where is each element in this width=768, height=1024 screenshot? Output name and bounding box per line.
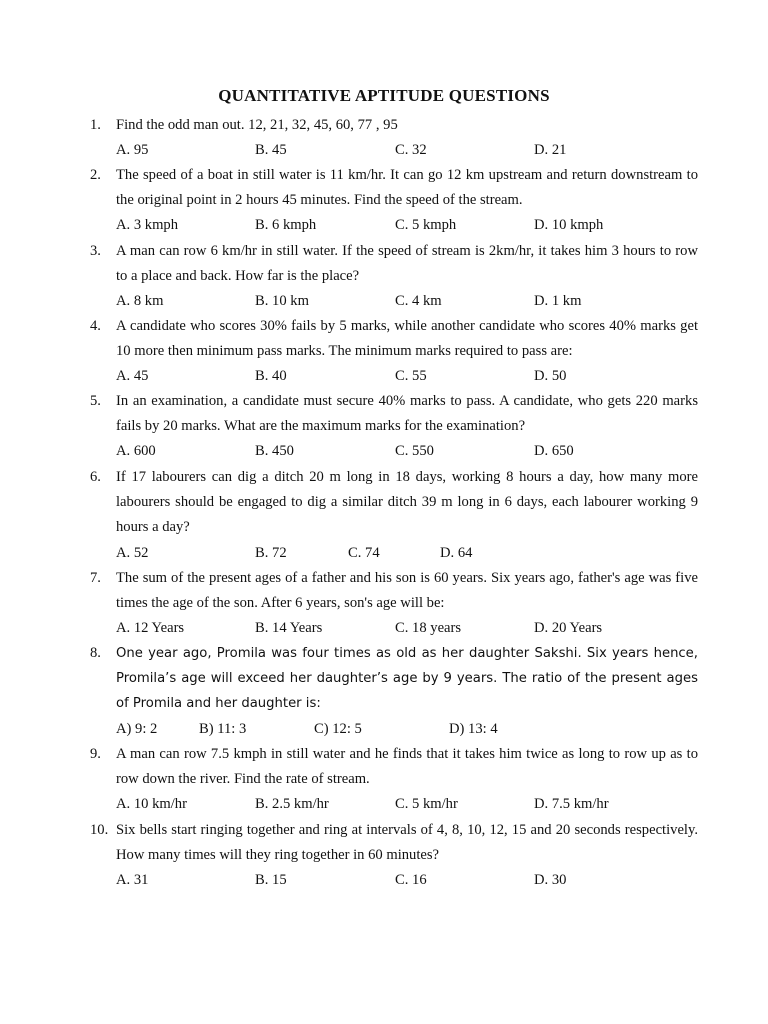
options-row	[116, 439, 698, 464]
option-c: C) 12: 5	[314, 720, 362, 737]
option-a: A. 3 kmph	[116, 217, 179, 234]
option-b: B. 10 km	[255, 293, 309, 310]
options-row	[116, 364, 698, 389]
option-d: D. 650	[534, 443, 574, 460]
question-text: Find the odd man out. 12, 21, 32, 45, 60, 77 , 95	[116, 117, 398, 133]
question-7	[90, 566, 698, 642]
question-8	[90, 641, 698, 742]
option-b: B. 14 Years	[255, 620, 323, 637]
question-text: A man can row 7.5 kmph in still water and he finds that it takes him twice as long to row up as to row down the river. Find the rate of stream.	[116, 746, 698, 788]
question-number: 3.	[90, 243, 101, 259]
option-a: A. 52	[116, 544, 149, 561]
option-b: B. 72	[255, 544, 287, 561]
question-text: Six bells start ringing together and ring at intervals of 4, 8, 10, 12, 15 and 20 seconds respectively. How many times will they ring together in 60 minutes?	[116, 822, 698, 864]
question-number: 4.	[90, 318, 101, 334]
option-b: B. 6 kmph	[255, 217, 317, 234]
option-b: B. 2.5 km/hr	[255, 796, 329, 813]
option-a: A. 95	[116, 142, 149, 159]
question-text: One year ago, Promila was four times as old as her daughter Sakshi. Six years hence, Promila’s age will exceed her daughter’s age by 9 years. The ratio of the present ages of Promila and her daughter is:	[116, 646, 698, 712]
options-row	[116, 213, 698, 238]
option-a: A. 600	[116, 443, 156, 460]
option-a: A. 31	[116, 872, 149, 889]
option-d: D. 7.5 km/hr	[534, 796, 609, 813]
question-number: 8.	[90, 645, 101, 661]
option-d: D. 50	[534, 368, 567, 385]
option-a: A. 10 km/hr	[116, 796, 187, 813]
option-b: B. 40	[255, 368, 287, 385]
option-d: D. 1 km	[534, 293, 582, 310]
question-number: 1.	[90, 117, 101, 133]
question-4	[90, 314, 698, 390]
option-d: D. 20 Years	[534, 620, 603, 637]
question-text: The sum of the present ages of a father and his son is 60 years. Six years ago, father's age was five times the age of the son. After 6 years, son's age will be:	[116, 570, 698, 612]
option-a: A. 8 km	[116, 293, 164, 310]
options-row	[116, 868, 698, 893]
question-number: 9.	[90, 746, 101, 762]
page-title: QUANTITATIVE APTITUDE QUESTIONS	[218, 86, 550, 105]
option-c: C. 18 years	[395, 620, 462, 637]
options-row	[116, 792, 698, 817]
option-c: C. 32	[395, 142, 427, 159]
question-5	[90, 389, 698, 465]
option-b: B. 450	[255, 443, 294, 460]
option-d: D. 30	[534, 872, 567, 889]
options-row	[116, 717, 698, 742]
options-row	[116, 541, 698, 566]
question-number: 10.	[90, 822, 109, 838]
question-3	[90, 239, 698, 315]
option-a: A) 9: 2	[116, 720, 158, 737]
option-c: C. 16	[395, 872, 427, 889]
option-c: C. 4 km	[395, 293, 442, 310]
option-b: B) 11: 3	[199, 720, 247, 737]
question-number: 7.	[90, 570, 101, 586]
option-a: A. 45	[116, 368, 149, 385]
option-d: D) 13: 4	[449, 720, 498, 737]
question-number: 6.	[90, 469, 101, 485]
option-c: C. 55	[395, 368, 427, 385]
options-row	[116, 138, 698, 163]
question-text: If 17 labourers can dig a ditch 20 m long in 18 days, working 8 hours a day, how many more labourers should be engaged to dig a similar ditch 39 m long in 6 days, each labourer working 9 hours a day?	[116, 469, 698, 536]
option-c: C. 550	[395, 443, 434, 460]
question-6	[90, 465, 698, 566]
question-text: A man can row 6 km/hr in still water. If the speed of stream is 2km/hr, it takes him 3 hours to row to a place and back. How far is the place?	[116, 243, 698, 285]
question-text: In an examination, a candidate must secure 40% marks to pass. A candidate, who gets 220 marks fails by 20 marks. What are the maximum marks for the examination?	[116, 393, 698, 435]
option-a: A. 12 Years	[116, 620, 185, 637]
question-2	[90, 163, 698, 239]
question-text: The speed of a boat in still water is 11 km/hr. It can go 12 km upstream and return downstream to the original point in 2 hours 45 minutes. Find the speed of the stream.	[116, 167, 698, 209]
option-d: D. 21	[534, 142, 567, 159]
question-number: 5.	[90, 393, 101, 409]
options-row	[116, 616, 698, 641]
option-d: D. 10 kmph	[534, 217, 604, 234]
option-b: B. 45	[255, 142, 287, 159]
question-10	[90, 818, 698, 894]
option-b: B. 15	[255, 872, 287, 889]
option-c: C. 74	[348, 544, 380, 561]
question-9	[90, 742, 698, 818]
question-1	[90, 113, 698, 163]
option-d: D. 64	[440, 544, 473, 561]
question-number: 2.	[90, 167, 101, 183]
option-c: C. 5 kmph	[395, 217, 457, 234]
options-row	[116, 289, 698, 314]
question-text: A candidate who scores 30% fails by 5 marks, while another candidate who scores 40% marks get 10 more then minimum pass marks. The minimum marks required to pass are:	[116, 318, 698, 360]
option-c: C. 5 km/hr	[395, 796, 458, 813]
